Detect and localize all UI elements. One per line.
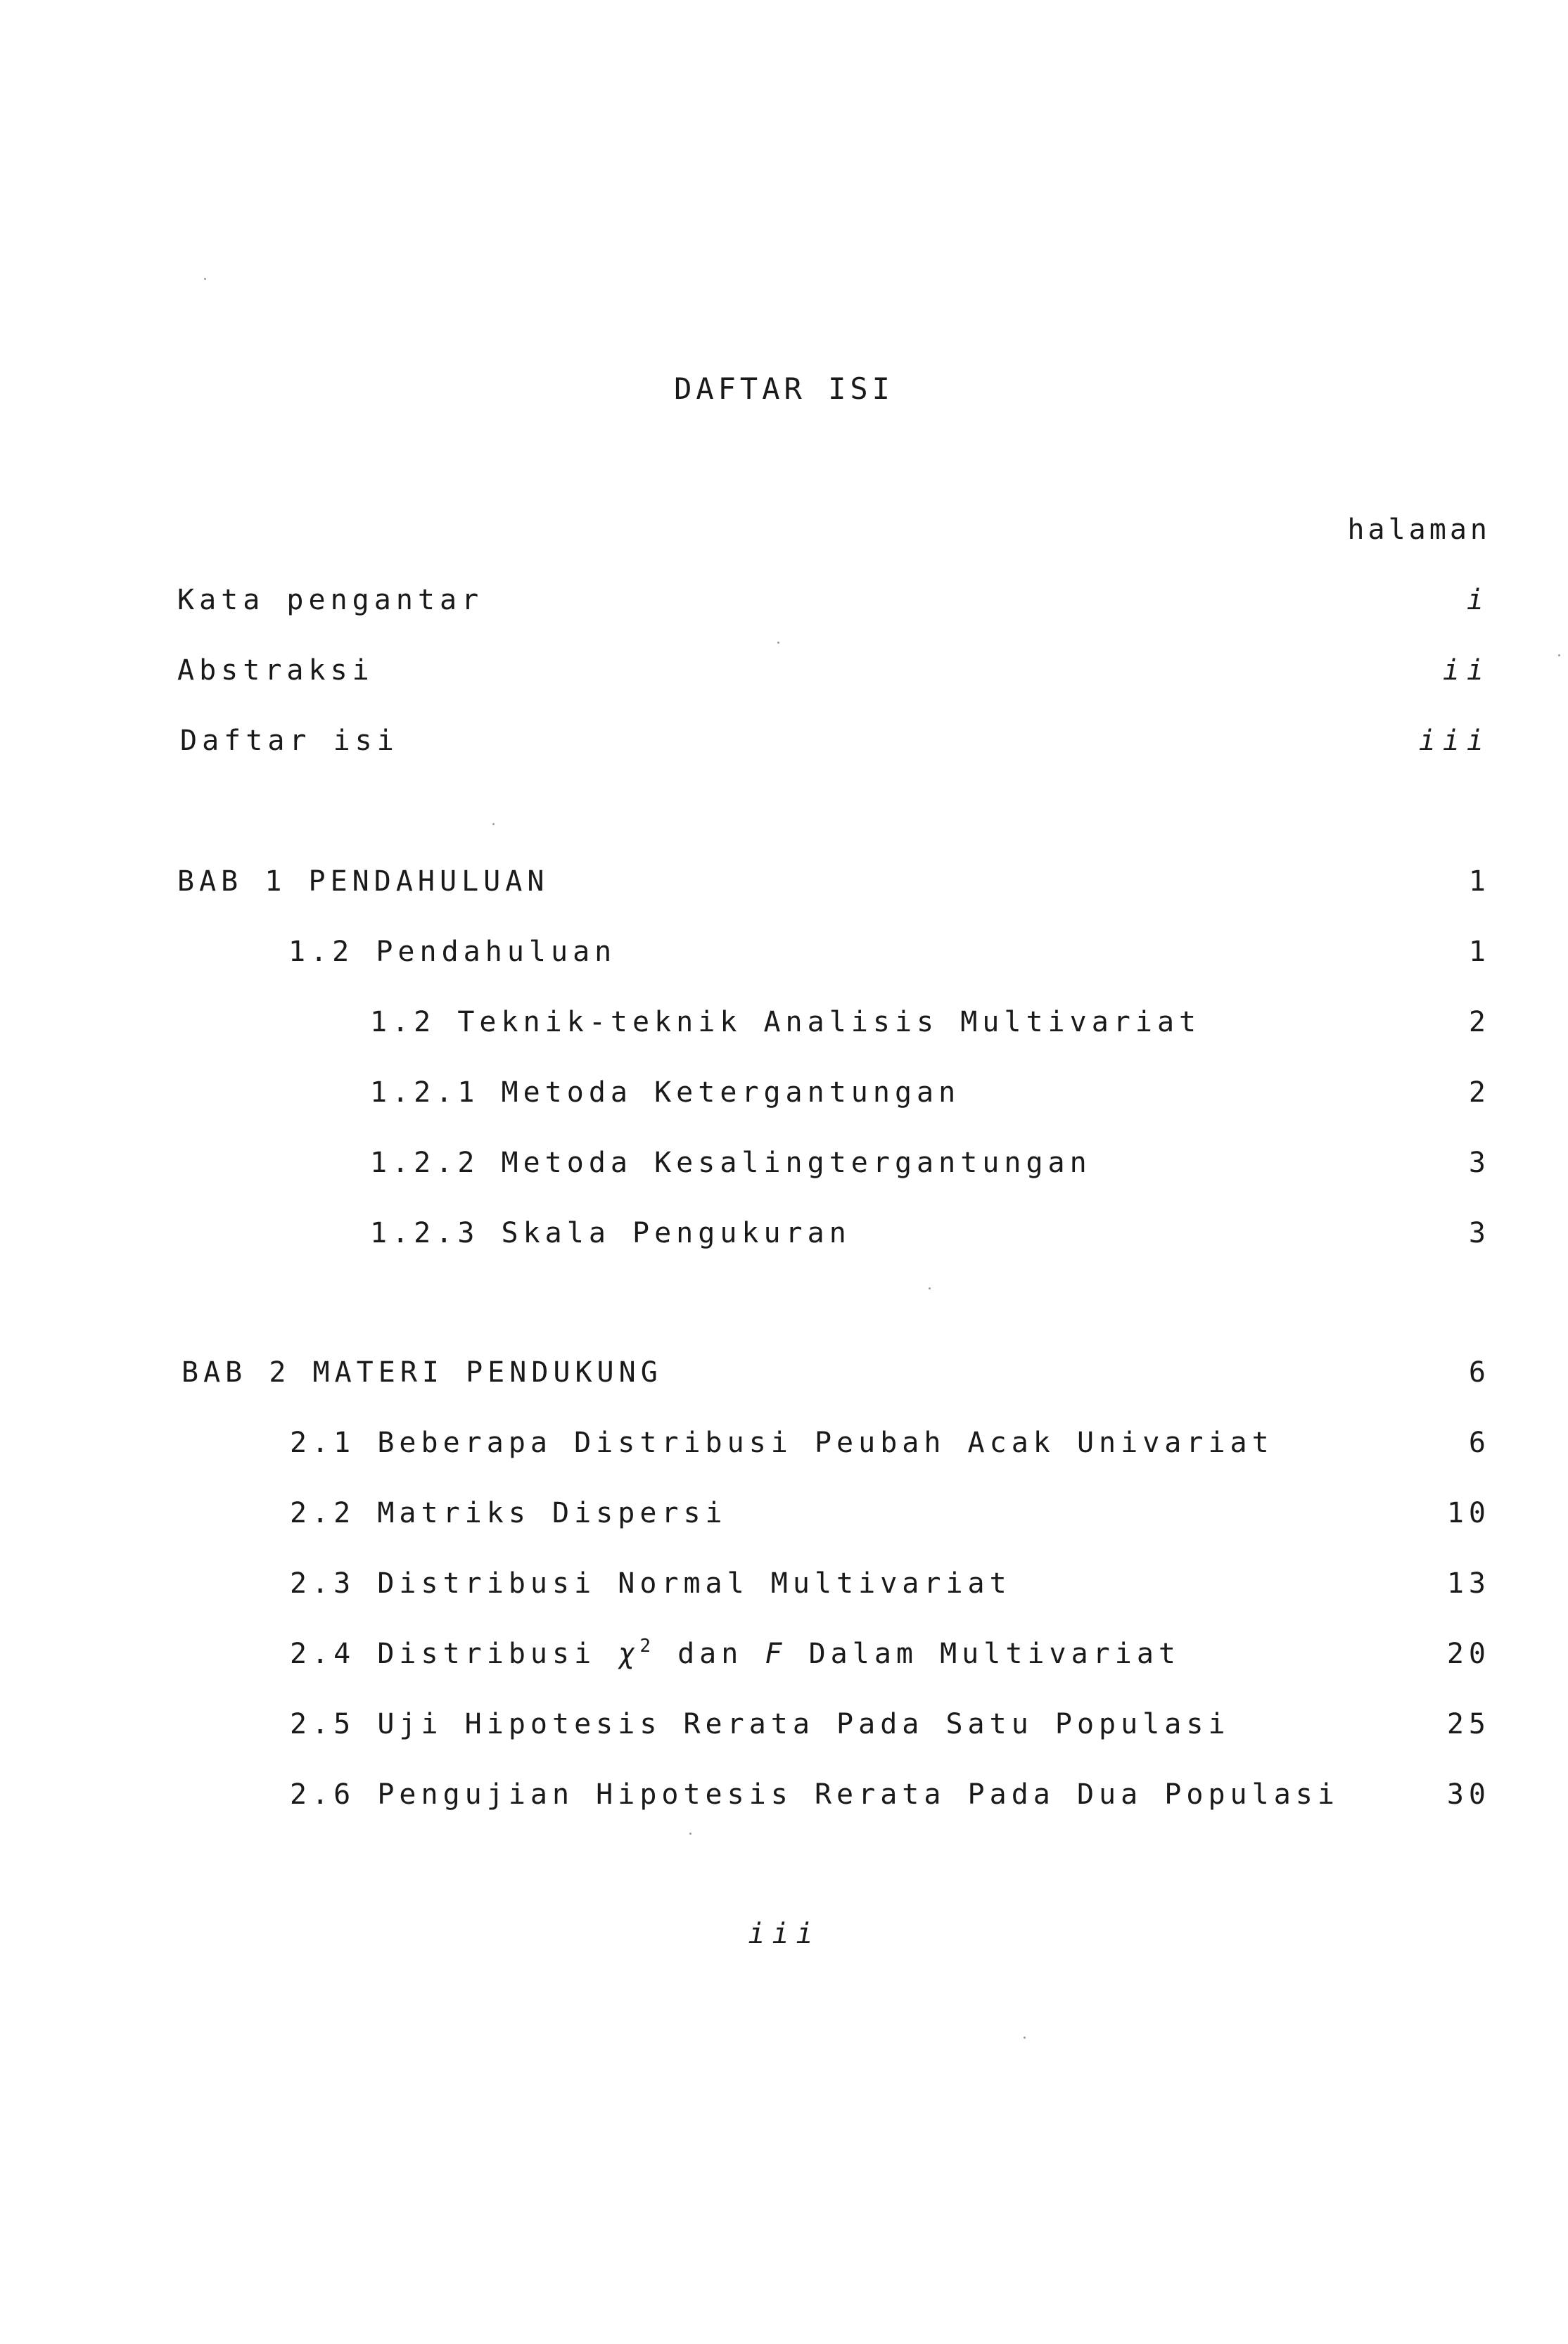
toc-entry: [177, 584, 1491, 626]
toc-entry-page: ii: [1442, 654, 1491, 687]
toc-entry-label: 2.5 Uji Hipotesis Rerata Pada Satu Populasi: [290, 1708, 1230, 1740]
toc-entry-page: 3: [1468, 1147, 1491, 1179]
toc-entry: [290, 1427, 1491, 1469]
toc-entry: [180, 725, 1491, 767]
toc-entry-page: 2: [1468, 1076, 1491, 1109]
toc-entry: [290, 1638, 1491, 1680]
toc-entry-page: i: [1466, 584, 1491, 616]
toc-entry-label: 1.2.1 Metoda Ketergantungan: [370, 1076, 961, 1109]
toc-entry-label: Kata pengantar: [177, 584, 484, 616]
toc-entry-label-middle: dan: [655, 1638, 765, 1670]
toc-entry: [288, 936, 1491, 978]
toc-entry-label: BAB 2 MATERI PENDUKUNG: [181, 1356, 663, 1389]
page-column-header: halaman: [1347, 514, 1491, 546]
toc-entry: [370, 1006, 1491, 1048]
toc-entry: [290, 1567, 1491, 1610]
toc-entry-label: 2.1 Beberapa Distribusi Peubah Acak Univariat: [290, 1427, 1274, 1459]
toc-entry-page: 6: [1468, 1427, 1491, 1459]
toc-entry: [290, 1778, 1491, 1821]
toc-entry-label: 2.3 Distribusi Normal Multivariat: [290, 1567, 1012, 1600]
toc-entry-page: 1: [1468, 865, 1491, 898]
toc-entry-page: 13: [1446, 1567, 1491, 1600]
scan-speck: [1558, 654, 1560, 656]
toc-entry-page: 30: [1446, 1778, 1491, 1811]
toc-entry-label: BAB 1 PENDAHULUAN: [177, 865, 549, 898]
toc-entry: [290, 1497, 1491, 1539]
toc-entry-label-suffix: Dalam Multivariat: [786, 1638, 1180, 1670]
toc-entry-page: 20: [1446, 1638, 1491, 1670]
scan-speck: [689, 1833, 691, 1835]
toc-entry-label: [290, 1638, 1180, 1670]
toc-entry-label: 1.2.3 Skala Pengukuran: [370, 1217, 851, 1249]
toc-entry: [177, 654, 1491, 696]
toc-chapter-heading: [177, 865, 1491, 907]
toc-entry-label-prefix: 2.4 Distribusi: [290, 1638, 618, 1670]
toc-entry-page: 3: [1468, 1217, 1491, 1249]
scan-speck: [204, 278, 206, 280]
toc-entry-label: Abstraksi: [177, 654, 374, 687]
scan-speck: [1024, 2037, 1026, 2039]
toc-entry: [290, 1708, 1491, 1750]
page-title: DAFTAR ISI: [674, 371, 894, 406]
toc-entry: [370, 1217, 1491, 1259]
toc-entry-label: 1.2 Teknik-teknik Analisis Multivariat: [370, 1006, 1202, 1038]
scan-speck: [492, 823, 495, 825]
toc-entry-page: 10: [1446, 1497, 1491, 1529]
toc-entry-label: 1.2.2 Metoda Kesalingtergantungan: [370, 1147, 1092, 1179]
toc-entry: [370, 1147, 1491, 1189]
toc-chapter-heading: [181, 1356, 1491, 1399]
toc-entry-page: iii: [1418, 725, 1491, 757]
chi-square-symbol: χ: [618, 1638, 640, 1670]
chi-square-exponent: 2: [639, 1636, 656, 1657]
scan-speck: [929, 1287, 931, 1289]
toc-entry-label: 1.2 Pendahuluan: [288, 936, 617, 968]
toc-entry-label: 2.2 Matriks Dispersi: [290, 1497, 727, 1529]
toc-entry-page: 2: [1468, 1006, 1491, 1038]
toc-entry-page: 6: [1468, 1356, 1491, 1389]
toc-entry-label: 2.6 Pengujian Hipotesis Rerata Pada Dua Populasi: [290, 1778, 1339, 1811]
toc-entry: [370, 1076, 1491, 1119]
toc-entry-label: Daftar isi: [180, 725, 399, 757]
footer-page-number: iii: [748, 1918, 820, 1950]
f-distribution-symbol: F: [765, 1638, 787, 1670]
toc-entry-page: 25: [1446, 1708, 1491, 1740]
toc-entry-page: 1: [1468, 936, 1491, 968]
scan-speck: [777, 642, 779, 644]
